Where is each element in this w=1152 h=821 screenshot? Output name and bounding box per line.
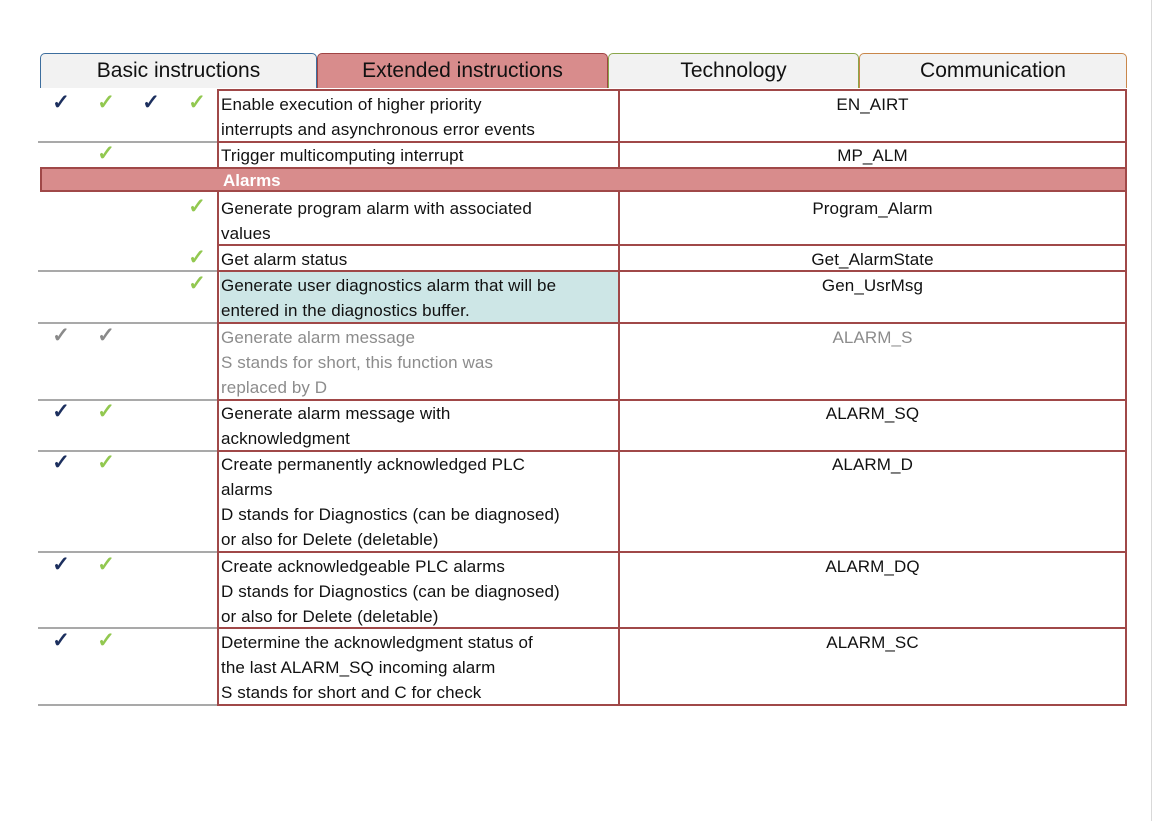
- check-basic-2-icon: ✓: [97, 91, 115, 114]
- check-extended-1-icon: ✓: [142, 91, 160, 114]
- check-extended-2-icon: ✓: [188, 246, 206, 269]
- row-description: Generate alarm message S stands for short, this function was replaced by D: [221, 328, 494, 397]
- check-basic-2-icon: ✓: [97, 142, 115, 165]
- check-extended-2-icon: ✓: [188, 91, 206, 114]
- row-description: Create acknowledgeable PLC alarms D stands for Diagnostics (can be diagnosed) or also for Delete (deletable): [221, 557, 560, 626]
- instruction-name[interactable]: Gen_UsrMsg: [821, 276, 924, 295]
- tab-basic-instructions[interactable]: Basic instructions: [40, 53, 317, 88]
- instruction-name[interactable]: MP_ALM: [837, 146, 908, 165]
- check-basic-1-icon: ✓: [52, 324, 70, 347]
- tab-technology[interactable]: Technology: [608, 53, 859, 88]
- check-basic-1-icon: ✓: [52, 629, 70, 652]
- instruction-name[interactable]: Program_Alarm: [812, 199, 933, 218]
- row-description: Determine the acknowledgment status of the last ALARM_SQ incoming alarm S stands for short and C for check: [221, 633, 533, 702]
- check-basic-1-icon: ✓: [52, 553, 70, 576]
- row-description: Generate alarm message with acknowledgment: [221, 404, 451, 448]
- row-description: Enable execution of higher priority interrupts and asynchronous error events: [221, 95, 535, 139]
- instruction-name[interactable]: ALARM_DQ: [825, 557, 920, 576]
- row-description: Generate program alarm with associated values: [221, 199, 532, 243]
- check-basic-1-icon: ✓: [52, 400, 70, 423]
- row-description: Trigger multicomputing interrupt: [221, 146, 464, 165]
- tab-communication[interactable]: Communication: [859, 53, 1127, 88]
- row-divider: [38, 141, 218, 143]
- check-basic-2-icon: ✓: [97, 400, 115, 423]
- check-extended-2-icon: ✓: [188, 195, 206, 218]
- check-basic-1-icon: ✓: [52, 451, 70, 474]
- instruction-table: [38, 89, 1127, 706]
- category-tabs: [40, 53, 1127, 89]
- check-basic-2-icon: ✓: [97, 324, 115, 347]
- instruction-name[interactable]: ALARM_D: [831, 455, 913, 474]
- check-basic-2-icon: ✓: [97, 553, 115, 576]
- instruction-name[interactable]: EN_AIRT: [836, 95, 909, 114]
- tab-extended-instructions[interactable]: Extended instructions: [317, 53, 608, 88]
- check-basic-1-icon: ✓: [52, 91, 70, 114]
- instruction-name[interactable]: Get_AlarmState: [811, 250, 934, 269]
- section-title: Alarms: [223, 171, 281, 190]
- instruction-name[interactable]: ALARM_S: [832, 328, 913, 347]
- table-bottom-rule: [38, 704, 218, 706]
- check-basic-2-icon: ✓: [97, 451, 115, 474]
- row-description: Generate user diagnostics alarm that will be entered in the diagnostics buffer.: [221, 276, 557, 320]
- check-extended-2-icon: ✓: [188, 272, 206, 295]
- instruction-name[interactable]: ALARM_SQ: [825, 404, 920, 423]
- check-basic-2-icon: ✓: [97, 629, 115, 652]
- row-description: Get alarm status: [221, 250, 348, 269]
- section-header-alarms: [40, 167, 1127, 192]
- instruction-name[interactable]: ALARM_SC: [826, 633, 919, 652]
- row-description: Create permanently acknowledged PLC alarms D stands for Diagnostics (can be diagnosed) or also for Delete (deletable): [221, 455, 560, 549]
